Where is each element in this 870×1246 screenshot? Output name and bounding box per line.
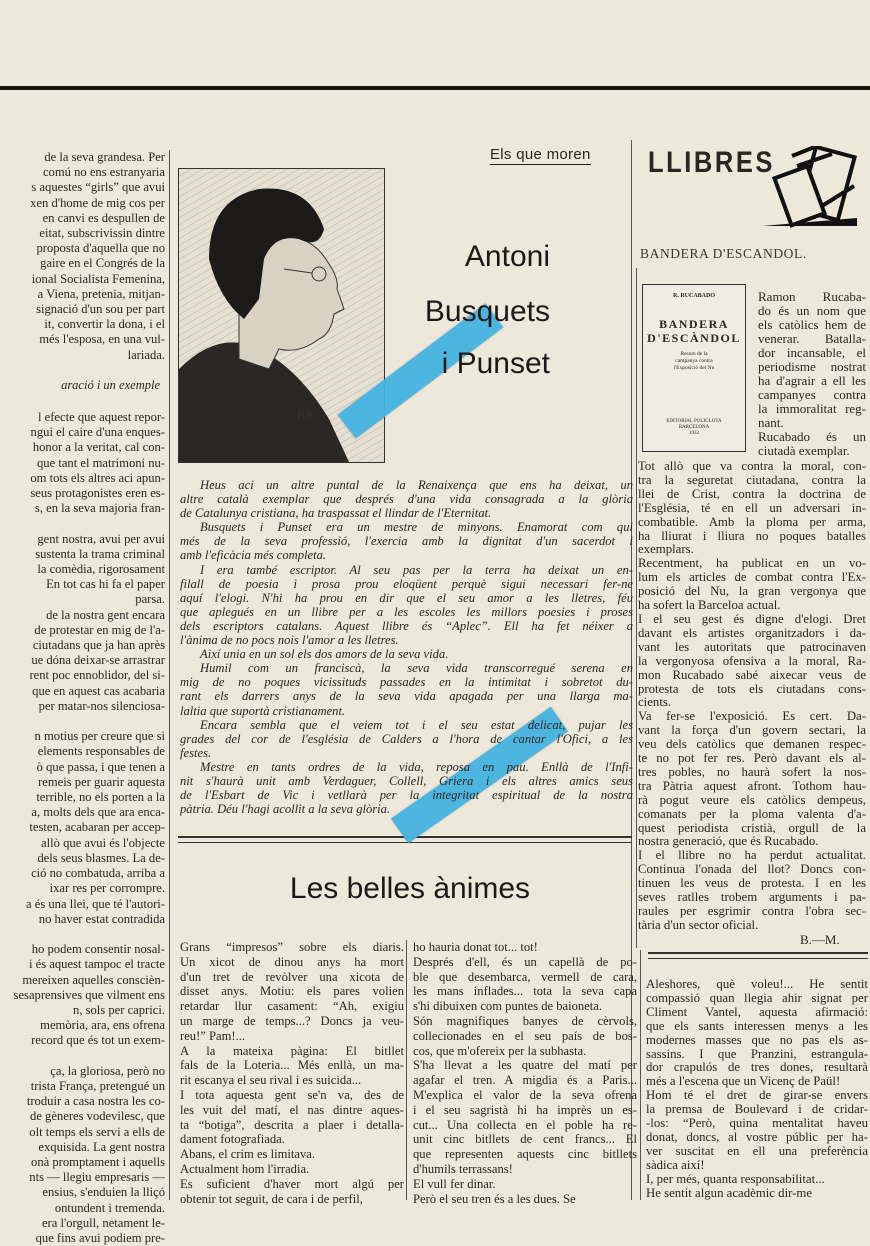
text-line: terrible, no els porten a la	[36, 790, 165, 805]
text-line: Heus aci un altre puntal de la Renaixença que ens ha deixat, un	[200, 478, 633, 492]
text-line: do és un nom que	[758, 304, 866, 318]
headline-line-1: Antoni	[464, 240, 550, 273]
cover-title-2: D'ESCÀNDOL	[647, 331, 741, 345]
text-line: sesaprensives que vilment ens	[13, 987, 165, 1002]
text-line: Encara sembla que el veiem tot i el seu estat delicat, pujar les	[200, 717, 633, 732]
text-line	[0, 714, 165, 729]
text-line: que aplegués en un llibre per a les escoles les millors poesies i proses	[180, 604, 633, 619]
text-line: exemplars.	[638, 543, 694, 557]
text-line: lum els articles de combat contra l'Ex-	[638, 571, 866, 585]
text-line: it, convertir la dona, i el	[44, 317, 165, 332]
review-signature: B.—M.	[800, 932, 840, 947]
text-line: nts — llegiu empresaris —	[29, 1170, 165, 1185]
section-kicker: Els que moren	[490, 146, 591, 163]
text-line: dels seus blasmes. La de-	[37, 850, 165, 865]
text-line: collecionades en el seu país de bos-	[413, 1028, 637, 1043]
text-line: I era també escriptor. Al seu pas per la terra ha deixat un en-	[200, 562, 633, 577]
text-line: M'explica el valor de la seva ofrena	[413, 1087, 637, 1102]
text-line: Tot allò que va contra la moral, con-	[638, 460, 866, 473]
text-line: unit cinc bitllets de cent francs... El	[413, 1132, 637, 1147]
text-line: venerar. Batalla-	[758, 332, 866, 346]
text-line: El vull fer dinar.	[413, 1176, 496, 1191]
text-line: de Catalunya cristiana, ha traspassat el llindar de l'Eternitat.	[180, 506, 492, 521]
text-line: -los: “Però, quina mentalitat haveu	[646, 1117, 868, 1131]
text-line: més l'esposa, en una vul-	[39, 332, 165, 347]
book-review-title: BANDERA D'ESCANDOL.	[640, 246, 807, 261]
text-line: n motius per creure que si	[34, 729, 165, 744]
text-line: vant la força d'un govern sectari, la	[638, 724, 866, 738]
text-line: no haver estat contradida	[38, 911, 165, 926]
text-line: amb l'eficàcia més completa.	[180, 548, 327, 563]
text-line: testen, acabaran per accep-	[29, 820, 165, 835]
double-rule-right	[648, 952, 868, 959]
text-line: en canvi es despullen de	[42, 210, 165, 225]
text-line	[0, 516, 165, 531]
text-line: d'un tret de revòlver una xicota de	[180, 969, 404, 984]
text-line: festes.	[180, 745, 212, 760]
text-line: Continua l'onada del llot? Doncs con-	[638, 863, 866, 877]
belles-animes-column-2	[413, 940, 637, 1206]
text-line: mon Rucabado sabé aixecar veus de	[638, 668, 866, 682]
cover-publisher-1: EDITORIAL POLIGLOTA	[666, 419, 722, 424]
text-line: ça, la gloriosa, però no	[50, 1063, 165, 1078]
text-line: gent nostra, avui per avui	[37, 531, 165, 546]
text-line: vant les autoritats que patrocinaven	[638, 640, 866, 654]
text-line: rant els darrers anys de la seva vida apagada per una llarga ma-	[180, 689, 633, 704]
text-line: seves ratlles trobem arguments i pa-	[638, 891, 866, 905]
text-line: Rucabado és un	[758, 430, 866, 444]
text-line: i és aquest tampoc el tracte	[28, 957, 165, 972]
books-illustration-icon	[762, 146, 857, 231]
text-line: disset anys. Motiu: els pares volien	[180, 984, 404, 999]
text-line: combatible. Amb la ploma per arma,	[638, 515, 866, 529]
text-line: sàdica així!	[646, 1158, 705, 1172]
text-line: pàtria. Déu l'hagi acollit a la seva glòria.	[180, 802, 391, 817]
text-line: posició del Nu, la gran vergonya que	[638, 585, 866, 599]
text-line: dor incansable, el	[758, 346, 866, 360]
text-line: tinuen les veus de protesta. I en les	[638, 877, 866, 891]
belles-animes-column-1	[180, 940, 404, 1206]
cover-subtitle-3: l'Exposició del Nu	[673, 365, 715, 371]
article-title-belles-animes: Les belles ànimes	[289, 872, 531, 905]
text-line: ensius, s'enduien la lliçó	[42, 1185, 165, 1200]
text-line: periodisme nostrat	[758, 360, 866, 374]
text-line: a és una llei, que té l'autori-	[26, 896, 165, 911]
text-line: tra Pàtria aquest afront. Tothom hau-	[638, 779, 866, 793]
text-line: Un xicot de dinou anys ha mort	[180, 954, 404, 969]
text-line: mig de no poques vicissituds passades en la intimitat i sobretot du-	[180, 675, 633, 690]
text-line: I el llibre no ha perdut actualitat.	[638, 849, 866, 863]
text-line: compassió quan llegia ahir signat per	[646, 991, 868, 1005]
text-line: laltia que suportà cristianament.	[180, 703, 346, 718]
text-line: dor crapulós de tres dones, resultarà	[646, 1061, 868, 1075]
text-line: mereixen aquelles conscièn-	[22, 972, 165, 987]
text-line: raules per esgrimir contra l'obra sec-	[638, 905, 866, 918]
text-line: ciutadà exemplar.	[758, 444, 850, 458]
text-line: a Viena, pretenia, mitjan-	[37, 286, 165, 301]
cover-subtitle-1: Resum de la	[680, 351, 708, 357]
column-divider-llibres	[636, 268, 637, 948]
text-line: rà pogut veure els catòlics dempeus,	[638, 793, 866, 807]
text-line	[0, 927, 165, 942]
text-line: que en aquest cas acabaria	[32, 683, 165, 698]
cover-author: R. RUCABADO	[673, 293, 715, 299]
text-line: llei de Crist, contra la doctrina de	[638, 487, 866, 501]
review-body	[638, 460, 866, 933]
text-line: ha d'agrair a ell les	[758, 374, 866, 388]
headline-line-2: Busquets	[424, 295, 550, 328]
text-line: record que és tot un exem-	[31, 1033, 165, 1048]
text-line: dels escriptors catalans. Aquest llibre és “Aplec”. Ell ha fet néixer a	[180, 618, 633, 633]
text-line: ta “botiga”, descrita a plaer i detalla-	[180, 1117, 404, 1132]
text-line: davant els artistes organitzadors i da-	[638, 626, 866, 640]
text-line: Grans “impresos” sobre els diaris.	[180, 940, 404, 954]
text-line: rent poc ennoblidor, del si-	[29, 668, 165, 683]
text-line: gaire en el Congrés de la	[40, 256, 165, 271]
text-line: era l'orgull, netament le-	[41, 1215, 165, 1230]
text-line: elements responsables de	[37, 744, 165, 759]
text-line: de protestar en mig de l'a-	[34, 622, 165, 637]
text-line: He sentit algun acadèmic dir-me	[646, 1186, 813, 1200]
text-line: donat, doncs, al vostre públic per ha-	[646, 1130, 868, 1144]
text-line: trista França, pretengué un	[30, 1078, 165, 1093]
text-line: I, per més, quanta responsabilitat...	[646, 1172, 825, 1186]
obituary-body	[180, 478, 633, 816]
text-line: signació d'un sou per part	[36, 302, 165, 317]
book-cover	[642, 284, 746, 452]
text-line: ional Socialista Femenina,	[31, 271, 165, 286]
text-line: s'hi dibuixen com puntes de baioneta.	[413, 999, 603, 1014]
text-line: tària d'un sector oficial.	[638, 918, 759, 932]
text-line: l'ànima de no pocs nois l'amor a les lletres.	[180, 633, 399, 648]
text-line: Però el seu tren és a les dues. Se	[413, 1191, 576, 1206]
text-line: Humil com un franciscà, la seva vida transcorregué serena en	[200, 661, 633, 676]
review-text-beside-cover	[758, 290, 866, 458]
text-line: eitat, subscrivissin dintre	[39, 226, 165, 241]
text-line: Aleshores, què voleu!... He sentit	[646, 978, 868, 991]
text-line: la premsa de Boulevard i de cridar-	[646, 1103, 868, 1117]
text-line: ció no combatuda, arriba a	[31, 866, 165, 881]
top-rule	[0, 86, 870, 90]
text-line: d'humils terrassans!	[413, 1161, 513, 1176]
text-line: obtenir tot seguit, de cara i de perfil,	[180, 1191, 363, 1206]
text-line: la comèdia, rigorosament	[37, 562, 165, 577]
text-line: I tota aquesta gent se'n va, des de	[180, 1087, 404, 1102]
text-line: més a l'escena que un Vicenç de Paül!	[646, 1075, 841, 1089]
text-line: parsa.	[135, 592, 165, 607]
text-line: cut... Una collecta en el poble ha re-	[413, 1117, 637, 1132]
text-line: l'Església, té en ell un adversari in-	[638, 501, 866, 515]
text-line: A la mateixa pàgina: El bitllet	[180, 1043, 404, 1058]
text-line: un marge de temps...? Doncs ja veu-	[180, 1013, 404, 1028]
text-line: modernes masses que no pas els as-	[646, 1033, 868, 1047]
text-line: olt temps els servi a ells de	[29, 1124, 165, 1139]
text-line: reu!” Pam!...	[180, 1028, 246, 1043]
headline-line-3: i Punset	[441, 347, 550, 380]
text-line: ontundent i tremenda.	[54, 1200, 165, 1215]
text-line: altre català exemplar que després d'una vida consagrada a la glòria	[180, 492, 633, 507]
text-line: Així unia en un sol els dos amors de la seva vida.	[200, 647, 449, 662]
right-bottom-article	[646, 978, 868, 1201]
text-line: I el seu gest és digne d'elogi. Dret	[638, 612, 866, 626]
text-line: Recentment, ha publicat en un vo-	[638, 557, 866, 571]
text-line: Són magnifiques banyes de cèrvols,	[413, 1013, 637, 1028]
left-column-subheading: aració i un exemple	[61, 378, 160, 392]
text-line: exquisida. La gent nostra	[38, 1139, 165, 1154]
section-title-llibres: LLIBRES	[648, 146, 775, 179]
text-line: honor a la veritat, cal con-	[32, 440, 165, 455]
text-line: ixar res per corrompre.	[49, 881, 165, 896]
text-line: lariada.	[127, 347, 165, 362]
text-line: xen d'home de mig cos per	[30, 195, 165, 210]
text-line: dament fotografiada.	[180, 1132, 285, 1147]
cover-publisher-3: 1933	[689, 431, 699, 436]
text-line: allò que avui és l'objecte	[41, 835, 165, 850]
text-line: de la seva grandesa. Per	[44, 150, 165, 164]
text-line: de gèneres vodevilesc, que	[30, 1109, 165, 1124]
portrait-signature: P.R.	[297, 408, 317, 422]
text-line: cos, que m'ofereix per la subhasta.	[413, 1043, 587, 1058]
text-line: que els sants interessen menys a les	[646, 1019, 868, 1033]
text-line: protesta de tots els ciutadans cons-	[638, 682, 866, 696]
text-line: campanyes contra	[758, 388, 866, 402]
text-line: s, en la seva majoria fran-	[34, 501, 165, 516]
text-line: troduir a casa nostra les co-	[26, 1094, 165, 1109]
text-line: nant.	[758, 416, 784, 430]
text-line: seus protagonistes eren es-	[30, 486, 165, 501]
text-line: i el seu sagristà hi ha imprès un es-	[413, 1102, 637, 1117]
text-line: ha sofert la Barceloa actual.	[638, 599, 781, 613]
text-line: te no pot fer res. Però davant els al-	[638, 752, 866, 766]
text-line: de l'Esbart de Vic i vetllarà per la integritat espiritual de la nostra	[180, 788, 633, 803]
left-column-bottom	[0, 410, 165, 1246]
text-line: ciutadans que ja han après	[32, 638, 165, 653]
text-line: que fins avui podiem pre-	[35, 1230, 165, 1245]
text-line: om tots els altres aci apun-	[30, 470, 165, 485]
text-line: ue dóna deixar-se arrastrar	[31, 653, 165, 668]
text-line: ngui el caire d'una enques-	[30, 425, 165, 440]
text-line: grades del cor de l'església de Calders a l'hora de cantar l'Ofici, a les	[180, 731, 633, 746]
text-line: agafar el tren. A migdia és a Paris...	[413, 1073, 637, 1088]
text-line: Després d'ell, és un capellà de po-	[413, 954, 637, 969]
text-line: sassins. I que Pranzini, estrangula-	[646, 1047, 868, 1061]
text-line: l efecte que aquest repor-	[37, 410, 165, 424]
text-line: cients.	[638, 696, 672, 710]
text-line: S'ha llevat a les quatre del matí per	[413, 1058, 637, 1073]
cover-publisher	[643, 419, 745, 437]
text-line: rit escanya el seu rival i es suicida...	[180, 1073, 362, 1088]
text-line: la vergonyosa ofensiva a la moral, Ra-	[638, 654, 866, 668]
cover-publisher-2: BARCELONA	[678, 425, 710, 430]
text-line: memòria, ara, ens ofrena	[40, 1018, 165, 1033]
text-line: ho podem consentir nosal-	[31, 942, 165, 957]
text-line: nit s'haurà unit amb Verdaguer, Collell, Griera i els altres amics seus	[180, 773, 633, 788]
text-line: Mestre en tants ordres de la vida, reposa en pau. Enllà de l'Infi-	[200, 759, 633, 774]
text-line: per matar-nos silenciosa-	[38, 698, 165, 713]
text-line: s aquestes “girls” que avui	[31, 180, 165, 195]
text-line: tres pobles, no haurà sofert la nos-	[638, 765, 866, 779]
text-line: més de la seva professió, l'exercia amb la dignitat d'un sacerdot i	[180, 534, 633, 549]
column-divider-left	[169, 150, 170, 1200]
text-line: filall de poesia i prosa prou eloqüent perquè sigui necessari fer-ne	[180, 576, 633, 591]
text-line: onà promptament i aquells	[31, 1154, 165, 1169]
text-line: de la nostra gent encara	[46, 607, 165, 622]
text-line: proposta d'aquella que no	[36, 241, 165, 256]
text-line: sustenta la trama criminal	[35, 546, 165, 561]
text-line: En tot cas hi fa el paper	[46, 577, 165, 592]
text-line: ha lliurat i lliura no poques batalles	[638, 529, 866, 543]
text-line: remeis per guarir aquesta	[38, 774, 165, 789]
text-line: Ramon Rucaba-	[758, 290, 866, 304]
text-line: veu dels catòlics que demanen respec-	[638, 738, 866, 752]
text-line: Hom té el dret de girar-se envers	[646, 1089, 868, 1103]
text-line: n, sols per caprici.	[73, 1002, 165, 1017]
text-line: els catòlics hem de	[758, 318, 866, 332]
text-line: Es suficient d'haver mort algú per	[180, 1176, 404, 1191]
text-line: Climent Vantel, aquesta afirmació:	[646, 1005, 868, 1019]
text-line: a, molts dels que ara enca-	[31, 805, 165, 820]
text-line: les mans inflades... tota la seva capa	[413, 984, 637, 999]
text-line: ver suscitat en ell una preferència	[646, 1144, 868, 1158]
cover-subtitle-2: campanya contra	[675, 358, 713, 364]
text-line: les vuit del matí, el nas dintre aques-	[180, 1102, 404, 1117]
text-line: que tant el matrimoni nu-	[36, 455, 165, 470]
text-line: comanats per la ploma valenta d'a-	[638, 807, 866, 821]
left-column-top	[0, 150, 165, 363]
text-line: tra la seguretat ciutadana, contra la	[638, 473, 866, 487]
text-line: ò que passa, i que tenen a	[36, 759, 165, 774]
text-line: la immoralitat reg-	[758, 402, 866, 416]
text-line: Busquets i Punset era un mestre de minyons. Enamorat com qui	[200, 520, 633, 535]
text-line: Abans, el crim es limitava.	[180, 1147, 315, 1162]
text-line: que representen aquests cinc bitllets	[413, 1147, 637, 1162]
text-line: Actualment hom l'irradia.	[180, 1161, 310, 1176]
text-line: quest periodista cristià, orgull de la	[638, 821, 866, 835]
text-line: ho hauria donat tot... tot!	[413, 940, 538, 954]
text-line: comú no ens estranyaria	[42, 165, 165, 180]
text-line: Va fer-se l'exposició. Es cert. Da-	[638, 710, 866, 724]
cover-title-1: BANDERA	[659, 317, 729, 331]
column-divider-bottom-right	[640, 950, 641, 1200]
text-line: retardar llur casament: “Ah, exigiu	[180, 999, 404, 1014]
text-line: nostra generació, que és Rucabado.	[638, 835, 819, 849]
text-line	[0, 1049, 165, 1064]
text-line: ble que desembarca, vermell de cara,	[413, 969, 637, 984]
text-line: aquí l'elogi. N'hi ha prou en dir que el seu amor a les lletres, féu	[180, 590, 633, 605]
text-line: fals de la Loteria... Més enllà, un ma-	[180, 1058, 404, 1073]
column-divider-center	[406, 940, 407, 1200]
